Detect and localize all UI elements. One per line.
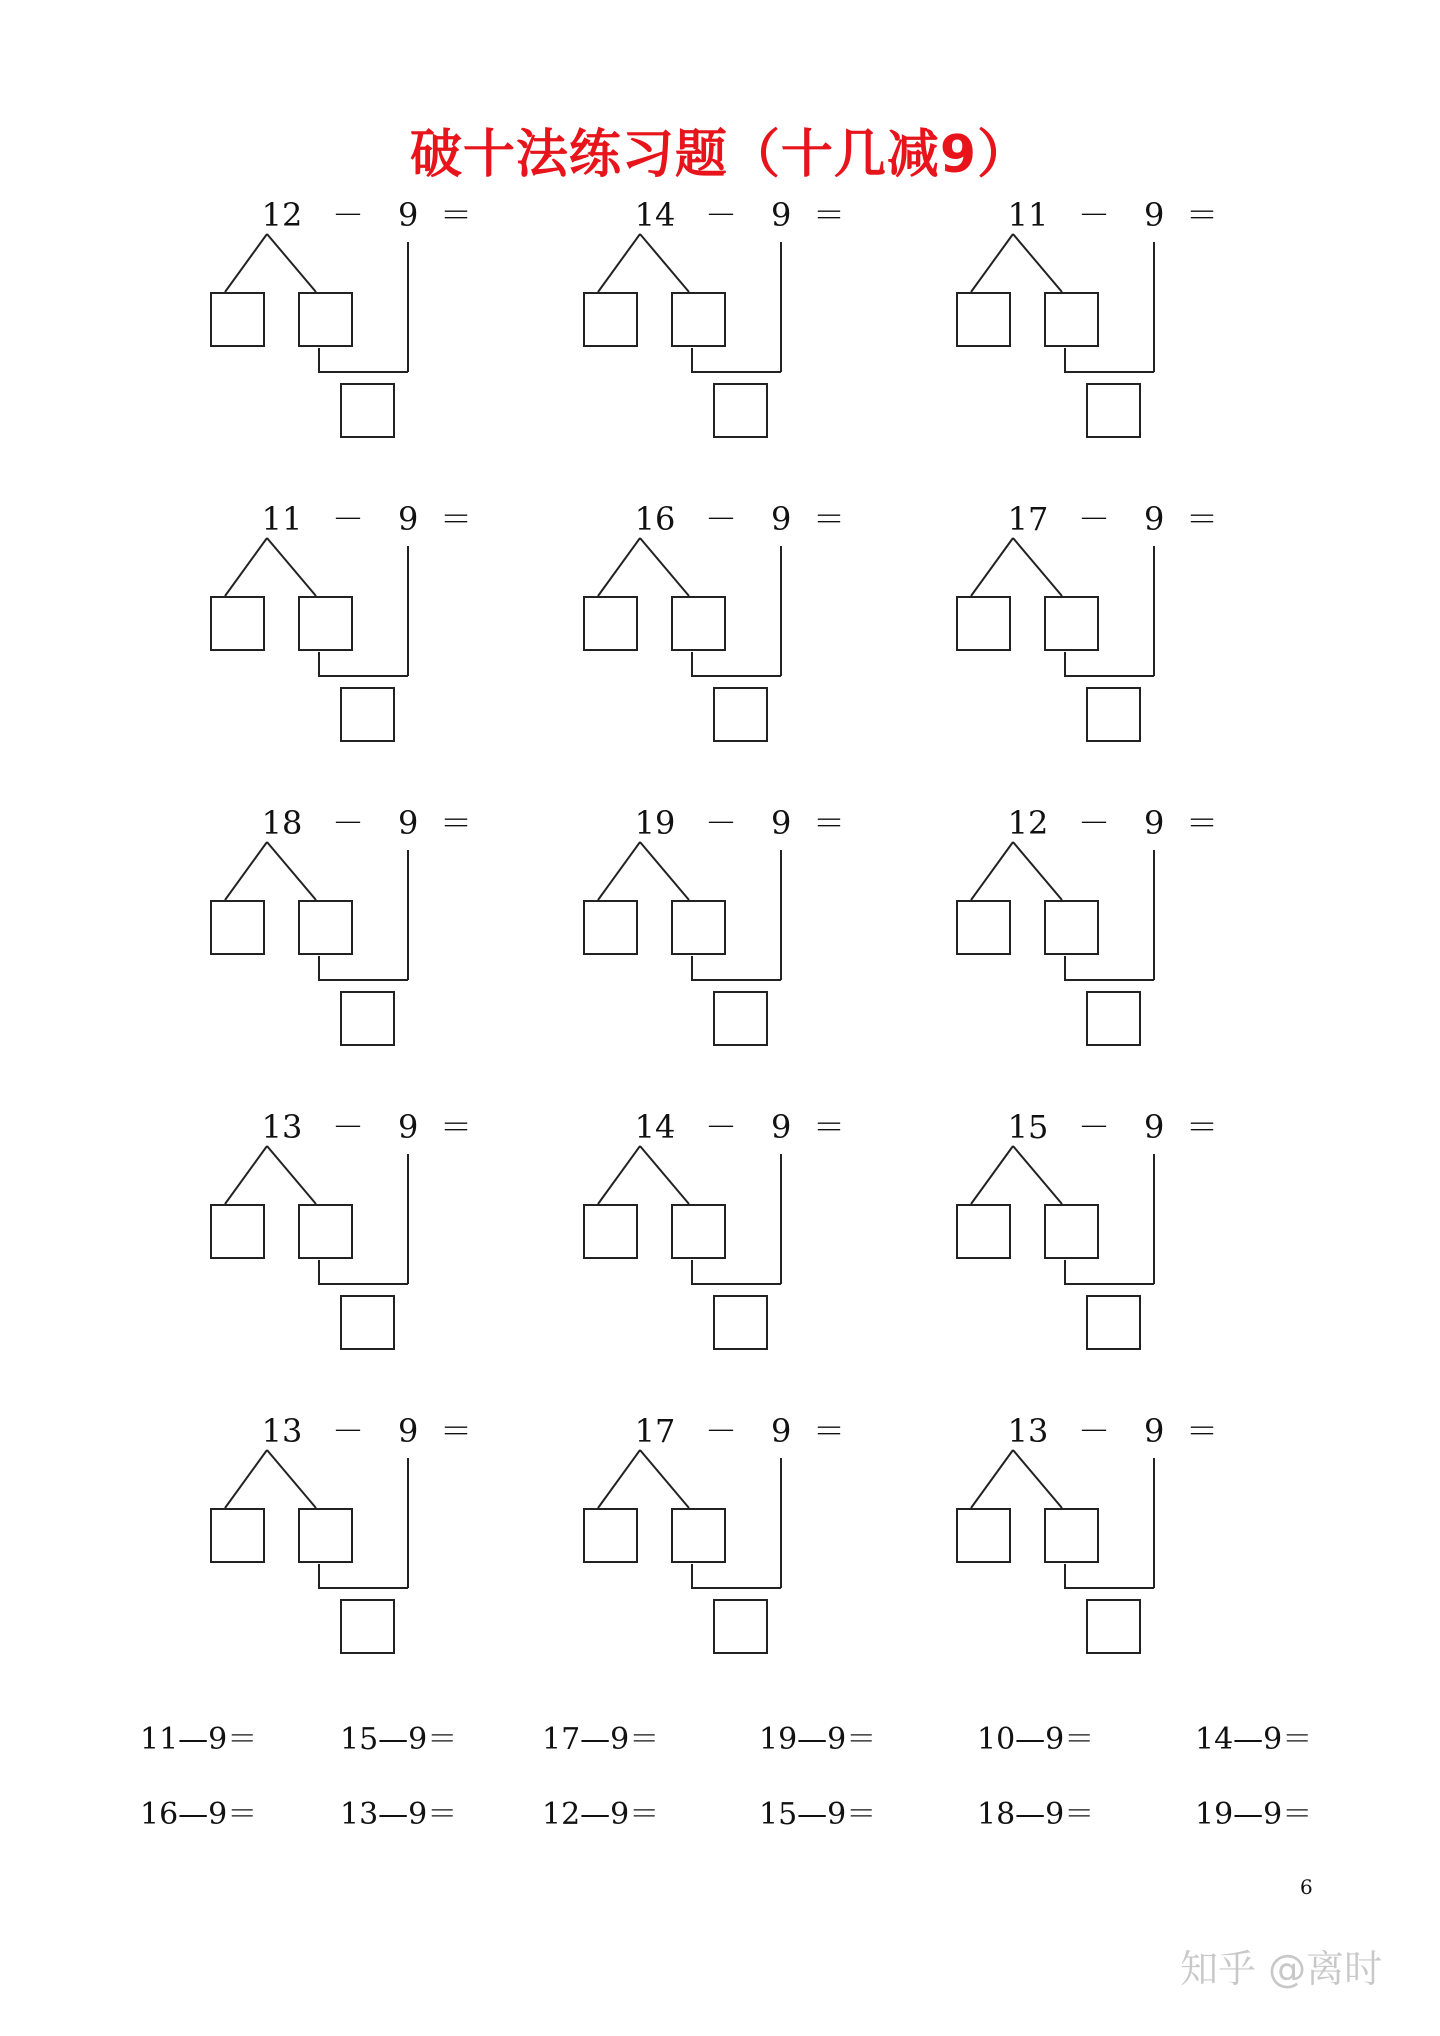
merge-connector [319,956,408,980]
minuend: 14 [634,1108,676,1146]
minus-sign: － [705,196,738,234]
minuend: 13 [1007,1412,1049,1450]
minus-sign: － [705,1412,738,1450]
result-box[interactable] [713,1295,768,1350]
right-branch-line [1013,842,1062,900]
split-box-right[interactable] [1044,1508,1099,1563]
split-box-right[interactable] [1044,292,1099,347]
minuend: 16 [634,500,676,538]
merge-connector [319,348,408,372]
split-box-right[interactable] [671,1204,726,1259]
minuend: 13 [261,1412,303,1450]
subtrahend: 9 [771,196,792,234]
merge-connector [319,652,408,676]
decomposition-problem [573,1107,873,1367]
minuend: 14 [634,196,676,234]
result-box[interactable] [340,1295,395,1350]
minuend: 19 [634,804,676,842]
decomposition-problem [946,499,1246,759]
right-branch-line [267,1146,316,1204]
minuend: 11 [1007,196,1049,234]
split-box-left[interactable] [583,1204,638,1259]
split-box-right[interactable] [1044,1204,1099,1259]
split-box-left[interactable] [210,1508,265,1563]
minus-sign: － [332,804,365,842]
minus-sign: － [705,500,738,538]
result-box[interactable] [1086,1599,1141,1654]
result-box[interactable] [1086,991,1141,1046]
minus-sign: － [332,1108,365,1146]
subtrahend: 9 [398,196,419,234]
split-box-left[interactable] [956,292,1011,347]
oral-expression: 15—9＝ [759,1797,877,1832]
decomposition-problem [200,1107,500,1367]
decomposition-problem [200,499,500,759]
minus-sign: － [1078,1412,1111,1450]
subtrahend: 9 [398,1108,419,1146]
right-branch-line [267,234,316,292]
decomposition-problem [200,1411,500,1671]
oral-expression: 11—9＝ [140,1722,258,1757]
decomposition-problem [946,1107,1246,1367]
merge-connector [1065,1564,1154,1588]
split-box-right[interactable] [1044,596,1099,651]
split-box-left[interactable] [210,292,265,347]
left-branch-line [971,1450,1013,1508]
merge-connector [1065,1260,1154,1284]
minus-sign: － [1078,196,1111,234]
left-branch-line [598,842,640,900]
split-box-right[interactable] [671,292,726,347]
result-box[interactable] [340,1599,395,1654]
split-box-left[interactable] [583,900,638,955]
decomposition-problem [200,803,500,1063]
subtrahend: 9 [1144,196,1165,234]
right-branch-line [640,1450,689,1508]
right-branch-line [1013,1146,1062,1204]
decomposition-problem [573,499,873,759]
subtrahend: 9 [398,804,419,842]
decomposition-problem [946,195,1246,455]
merge-connector [319,1564,408,1588]
left-branch-line [598,1450,640,1508]
decomposition-problem [573,195,873,455]
minus-sign: － [1078,500,1111,538]
left-branch-line [225,234,267,292]
split-box-right[interactable] [298,900,353,955]
left-branch-line [598,1146,640,1204]
oral-expression: 17—9＝ [542,1722,660,1757]
equals-sign: ＝ [813,1108,846,1146]
left-branch-line [598,538,640,596]
split-box-left[interactable] [583,596,638,651]
left-branch-line [225,842,267,900]
left-branch-line [598,234,640,292]
minuend: 13 [261,1108,303,1146]
split-box-left[interactable] [583,1508,638,1563]
split-box-left[interactable] [210,596,265,651]
right-branch-line [267,842,316,900]
split-box-left[interactable] [210,900,265,955]
split-box-right[interactable] [298,292,353,347]
split-box-right[interactable] [298,596,353,651]
merge-connector [692,1260,781,1284]
decomposition-problem [200,195,500,455]
subtrahend: 9 [1144,1412,1165,1450]
equals-sign: ＝ [440,804,473,842]
left-branch-line [971,842,1013,900]
subtrahend: 9 [771,500,792,538]
merge-connector [692,652,781,676]
split-box-right[interactable] [671,596,726,651]
equals-sign: ＝ [440,500,473,538]
split-box-left[interactable] [210,1204,265,1259]
worksheet-title: 破十法练习题（十几减9） [409,125,1031,185]
result-box[interactable] [713,383,768,438]
merge-connector [1065,652,1154,676]
oral-expression: 15—9＝ [340,1722,458,1757]
minus-sign: － [1078,1108,1111,1146]
split-box-left[interactable] [956,900,1011,955]
minus-sign: － [705,804,738,842]
page-number: 6 [1300,1875,1313,1899]
decomposition-problem [946,803,1246,1063]
result-box[interactable] [713,991,768,1046]
minus-sign: － [1078,804,1111,842]
minuend: 12 [1007,804,1049,842]
result-box[interactable] [1086,1295,1141,1350]
left-branch-line [225,1450,267,1508]
equals-sign: ＝ [813,1412,846,1450]
oral-expression: 13—9＝ [340,1797,458,1832]
right-branch-line [267,1450,316,1508]
decomposition-problem [573,803,873,1063]
split-box-right[interactable] [298,1204,353,1259]
merge-connector [1065,956,1154,980]
oral-expression: 19—9＝ [759,1722,877,1757]
right-branch-line [267,538,316,596]
subtrahend: 9 [771,1108,792,1146]
left-branch-line [971,1146,1013,1204]
result-box[interactable] [713,687,768,742]
oral-expression: 16—9＝ [140,1797,258,1832]
subtrahend: 9 [398,1412,419,1450]
split-box-right[interactable] [1044,900,1099,955]
split-box-left[interactable] [956,596,1011,651]
subtrahend: 9 [1144,804,1165,842]
minus-sign: － [332,1412,365,1450]
equals-sign: ＝ [1186,500,1219,538]
merge-connector [692,1564,781,1588]
minuend: 17 [1007,500,1049,538]
merge-connector [319,1260,408,1284]
subtrahend: 9 [398,500,419,538]
right-branch-line [640,842,689,900]
subtrahend: 9 [1144,1108,1165,1146]
right-branch-line [640,1146,689,1204]
minuend: 18 [261,804,303,842]
split-box-right[interactable] [298,1508,353,1563]
right-branch-line [1013,538,1062,596]
oral-expression: 12—9＝ [542,1797,660,1832]
equals-sign: ＝ [1186,804,1219,842]
equals-sign: ＝ [813,500,846,538]
right-branch-line [1013,234,1062,292]
result-box[interactable] [340,383,395,438]
minus-sign: － [332,500,365,538]
result-box[interactable] [1086,383,1141,438]
decomposition-problem [946,1411,1246,1671]
minuend: 15 [1007,1108,1049,1146]
split-box-right[interactable] [671,1508,726,1563]
merge-connector [1065,348,1154,372]
oral-expression: 14—9＝ [1195,1722,1313,1757]
right-branch-line [1013,1450,1062,1508]
left-branch-line [971,234,1013,292]
minuend: 17 [634,1412,676,1450]
result-box[interactable] [1086,687,1141,742]
equals-sign: ＝ [1186,1108,1219,1146]
minuend: 11 [261,500,303,538]
equals-sign: ＝ [813,196,846,234]
subtrahend: 9 [771,804,792,842]
split-box-left[interactable] [956,1204,1011,1259]
left-branch-line [225,1146,267,1204]
result-box[interactable] [340,687,395,742]
left-branch-line [971,538,1013,596]
right-branch-line [640,234,689,292]
minus-sign: － [332,196,365,234]
equals-sign: ＝ [440,196,473,234]
subtrahend: 9 [1144,500,1165,538]
subtrahend: 9 [771,1412,792,1450]
result-box[interactable] [713,1599,768,1654]
equals-sign: ＝ [1186,196,1219,234]
equals-sign: ＝ [1186,1412,1219,1450]
oral-expression: 18—9＝ [977,1797,1095,1832]
equals-sign: ＝ [813,804,846,842]
oral-expression: 19—9＝ [1195,1797,1313,1832]
merge-connector [692,348,781,372]
split-box-right[interactable] [671,900,726,955]
result-box[interactable] [340,991,395,1046]
minuend: 12 [261,196,303,234]
minus-sign: － [705,1108,738,1146]
equals-sign: ＝ [440,1108,473,1146]
split-box-left[interactable] [583,292,638,347]
split-box-left[interactable] [956,1508,1011,1563]
left-branch-line [225,538,267,596]
right-branch-line [640,538,689,596]
watermark: 知乎 @离时 [1180,1947,1383,1991]
equals-sign: ＝ [440,1412,473,1450]
decomposition-problem [573,1411,873,1671]
merge-connector [692,956,781,980]
oral-expression: 10—9＝ [977,1722,1095,1757]
